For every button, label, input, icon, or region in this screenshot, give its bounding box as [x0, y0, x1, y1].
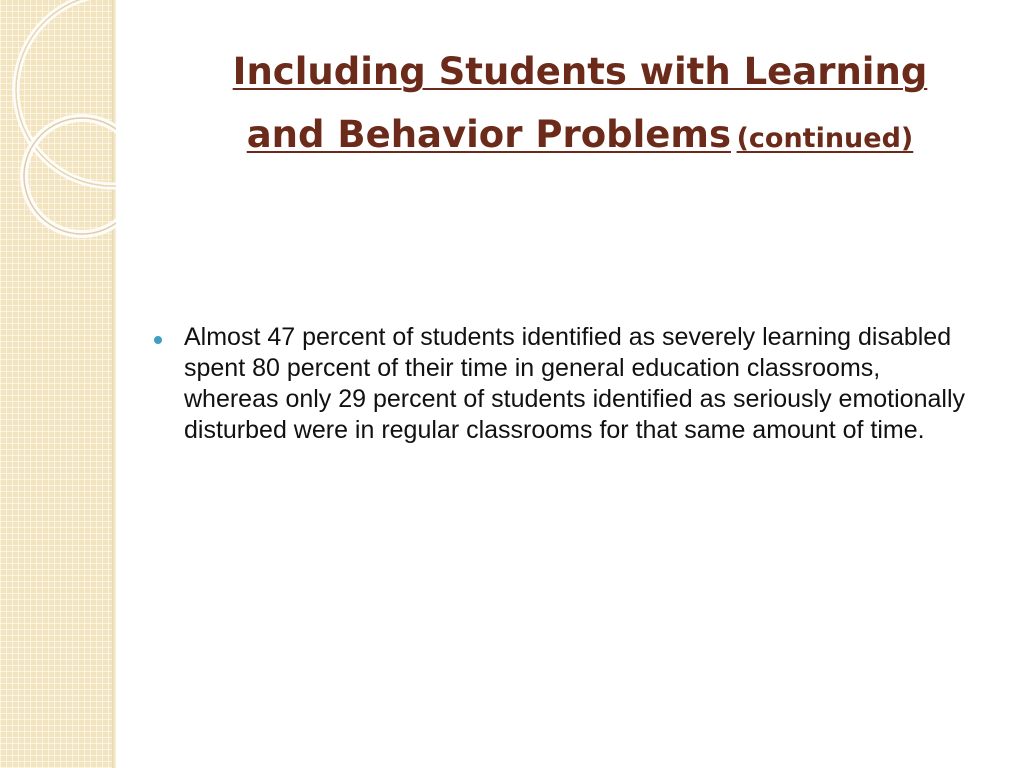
bullet-dot-icon — [154, 336, 162, 344]
title-line-2 — [170, 107, 990, 170]
bullet-item — [152, 322, 972, 446]
slide-title — [170, 44, 990, 170]
title-line-1 — [170, 44, 990, 107]
title-continued-label: (continued) — [736, 123, 914, 154]
title-line-2-text: and Behavior Problems — [246, 113, 731, 156]
title-line-1-text: Including Students with Learning — [232, 50, 928, 93]
bullet-text: Almost 47 percent of students identified as severely learning disabled spent 80 percent of their time in general education classrooms, whereas only 29 percent of students identified as seriously emotionally disturbed were in regular classrooms for that same amount of time. — [184, 323, 965, 444]
decorative-rings — [0, 0, 116, 260]
bullet-list — [152, 322, 972, 446]
